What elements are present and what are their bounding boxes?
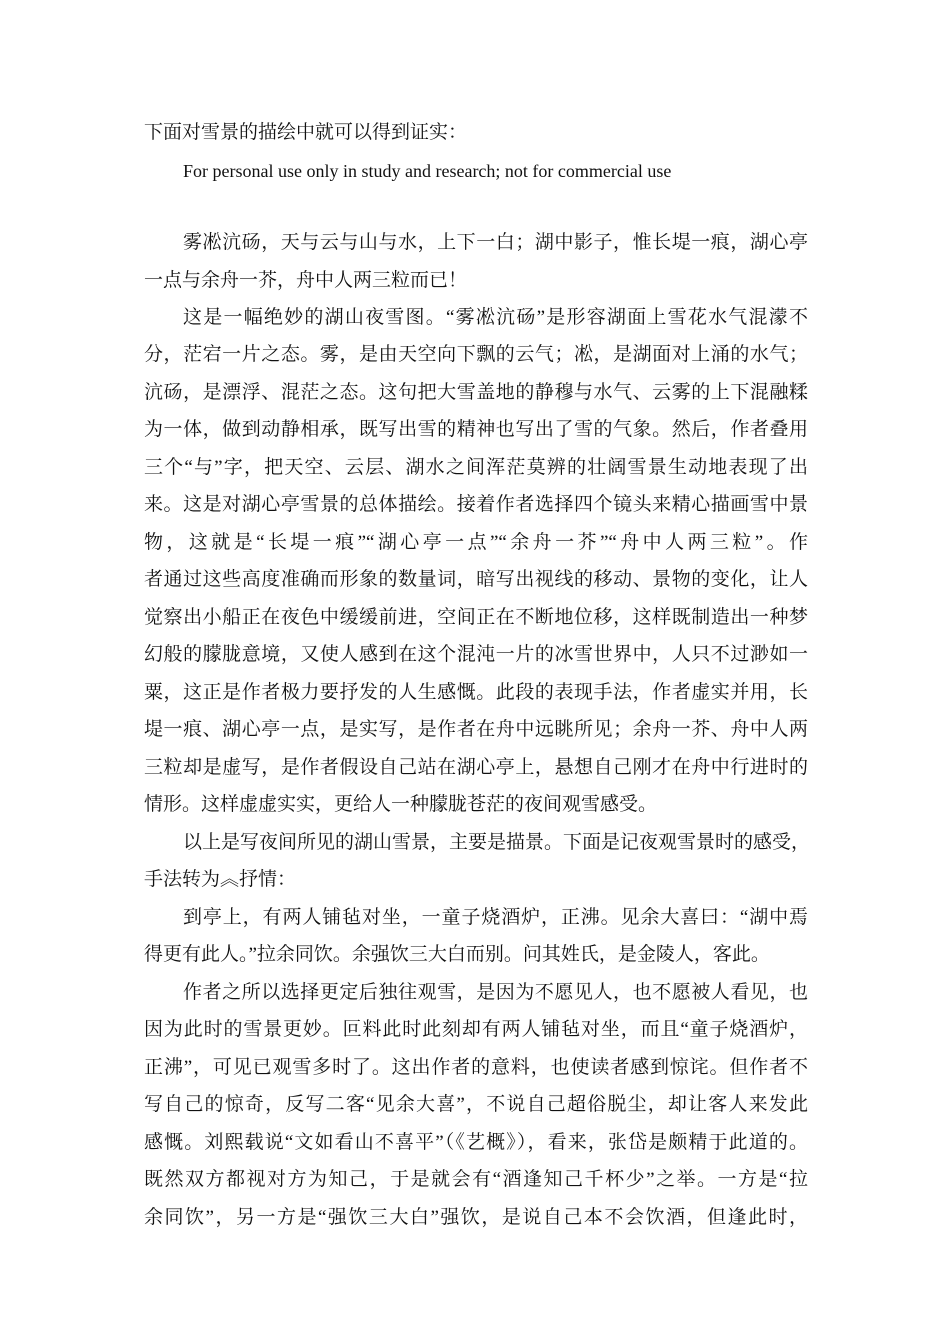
text-line: 正沸”，可见已观雪多时了。这出作者的意料，也使读者感到惊诧。但作者不 — [144, 1057, 808, 1078]
text-line: 三粒却是虚写，是作者假设自己站在湖心亭上，悬想自己刚才在舟中行进时的 — [144, 757, 808, 778]
text-line: 到亭上，有两人铺毡对坐，一童子烧酒炉，正沸。见余大喜曰：“湖中焉 — [183, 907, 808, 928]
text-line: 一点与余舟一芥，舟中人两三粒而已！ — [144, 270, 468, 291]
text-line: 粟，这正是作者极力要抒发的人生感慨。此段的表现手法，作者虚实并用，长 — [144, 682, 808, 703]
text-line: 雾凇沆砀，天与云与山与水，上下一白；湖中影子，惟长堤一痕，湖心亭 — [183, 232, 808, 253]
text-line: 下面对雪景的描绘中就可以得到证实： — [144, 122, 468, 143]
text-line: 作者之所以选择更定后独往观雪，是因为不愿见人，也不愿被人看见，也 — [183, 982, 808, 1003]
text-line: 觉察出小船正在夜色中缓缓前进，空间正在不断地位移，这样既制造出一种梦 — [144, 607, 808, 628]
text-line: 因为此时的雪景更妙。叵料此时此刻却有两人铺毡对坐，而且“童子烧酒炉， — [144, 1019, 808, 1040]
text-line: 沆砀，是漂浮、混茫之态。这句把大雪盖地的静穆与水气、云雾的上下混融糅 — [144, 382, 808, 403]
text-line: 为一体，做到动静相承，既写出雪的精神也写出了雪的气象。然后，作者叠用 — [144, 419, 808, 440]
text-line: 来。这是对湖心亭雪景的总体描绘。接着作者选择四个镜头来精心描画雪中景 — [144, 494, 808, 515]
copyright-notice: For personal use only in study and research; not for commercial use — [183, 161, 672, 181]
text-line: 堤一痕、湖心亭一点，是实写，是作者在舟中远眺所见；余舟一芥、舟中人两 — [144, 719, 808, 740]
text-line: 这是一幅绝妙的湖山夜雪图。“雾凇沆砀”是形容湖面上雪花水气混濛不 — [183, 307, 808, 328]
text-line: 分，茫宕一片之态。雾，是由天空向下飘的云气；凇，是湖面对上涌的水气； — [144, 344, 808, 365]
text-line: 写自己的惊奇，反写二客“见余大喜”，不说自己超俗脱尘，却让客人来发此 — [144, 1094, 808, 1115]
text-line: 三个“与”字，把天空、云层、湖水之间浑茫莫辨的壮阔雪景生动地表现了出 — [144, 457, 808, 478]
text-line: 情形。这样虚虚实实，更给人一种朦胧苍茫的夜间观雪感受。 — [144, 794, 658, 815]
text-line: 以上是写夜间所见的湖山雪景，主要是描景。下面是记夜观雪景时的感受， — [183, 832, 811, 853]
text-line: 幻般的朦胧意境，又使人感到在这个混沌一片的冰雪世界中，人只不过渺如一 — [144, 644, 808, 665]
text-line: 感慨。刘熙载说“文如看山不喜平”（《艺概》），看来，张岱是颇精于此道的。 — [144, 1132, 808, 1153]
text-line: 物，这就是“长堤一痕”“湖心亭一点”“余舟一芥”“舟中人两三粒”。作 — [144, 532, 808, 553]
text-line: 得更有此人。”拉余同饮。余强饮三大白而别。问其姓氏，是金陵人，客此。 — [144, 944, 770, 965]
text-line: 余同饮”，另一方是“强饮三大白”强饮，是说自己本不会饮酒，但逢此时， — [144, 1207, 808, 1228]
text-line: 既然双方都视对方为知己，于是就会有“酒逢知己千杯少”之举。一方是“拉 — [144, 1169, 808, 1190]
text-line: 者通过这些高度准确而形象的数量词，暗写出视线的移动、景物的变化，让人 — [144, 569, 808, 590]
text-line: 手法转为︽抒情： — [144, 869, 297, 890]
